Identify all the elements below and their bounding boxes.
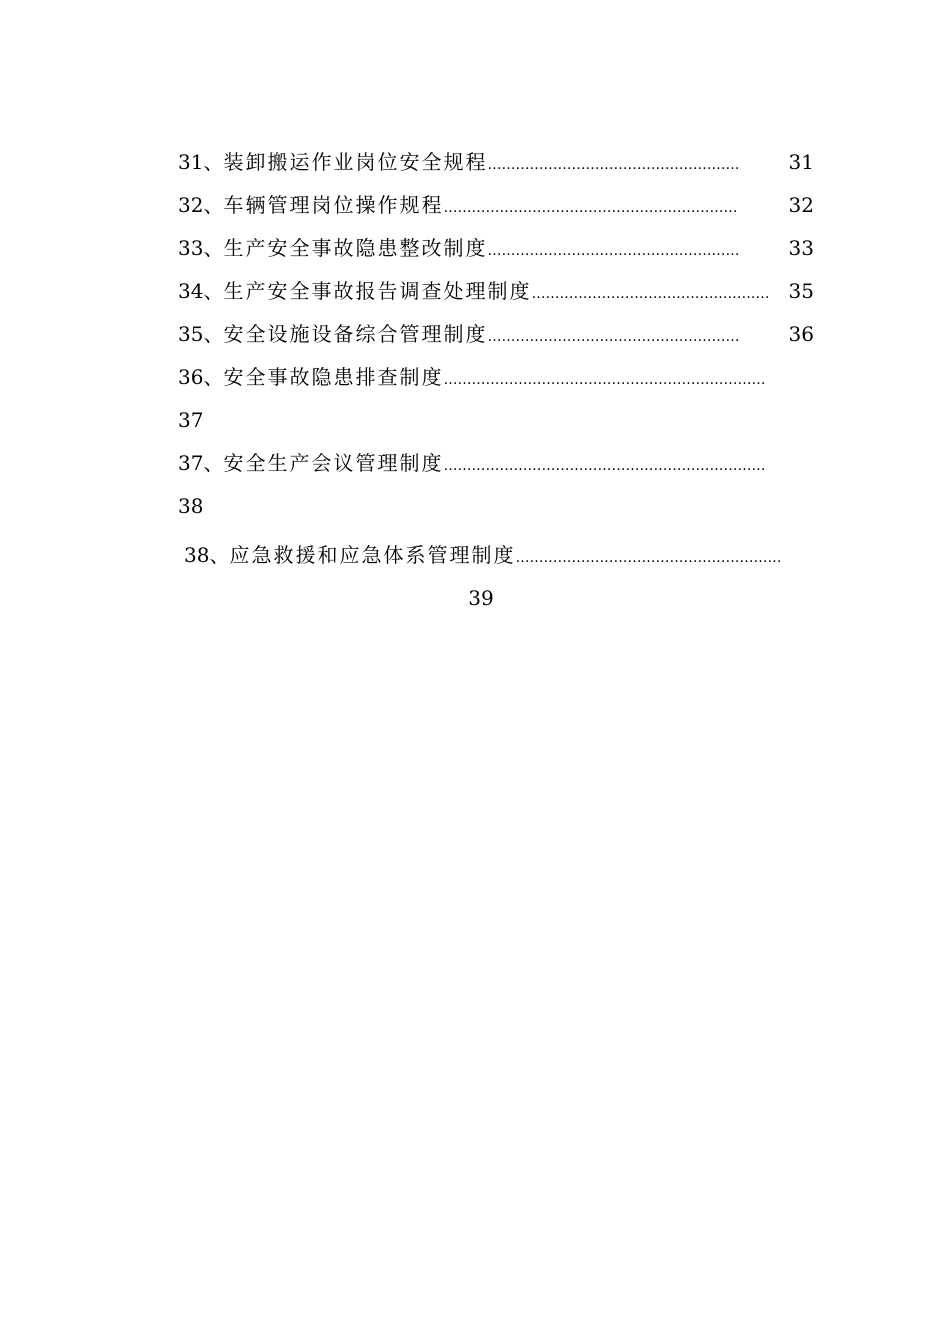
- toc-leader-dots: ……………………………………………………………: [443, 372, 766, 388]
- toc-entry-32[interactable]: [178, 187, 814, 230]
- toc-leader-dots: ………………………………………………………: [443, 200, 738, 216]
- toc-entry-number: 35、: [178, 322, 224, 346]
- toc-page-number-wrapped: 38: [178, 494, 204, 518]
- toc-entry-33[interactable]: [178, 230, 814, 273]
- toc-entry-title: 车辆管理岗位操作规程: [223, 193, 444, 217]
- toc-entry-31[interactable]: [178, 144, 814, 187]
- toc-entry-number: 31、: [178, 150, 224, 174]
- toc-entry-36[interactable]: [178, 359, 814, 402]
- toc-entry-title: 装卸搬运作业岗位安全规程: [223, 150, 488, 174]
- toc-entry-37[interactable]: [178, 445, 814, 488]
- toc-entry-35[interactable]: [178, 316, 814, 359]
- toc-entry-number: 37、: [178, 451, 224, 475]
- toc-leader-dots: ……………………………………………: [531, 286, 770, 302]
- toc-page-number: 32: [788, 193, 814, 217]
- toc-page-number-wrapped: 37: [178, 408, 204, 432]
- toc-entry-number: 33、: [178, 236, 224, 260]
- toc-entry-title: 安全事故隐患排查制度: [223, 365, 444, 389]
- toc-page-number: 31: [788, 150, 814, 174]
- toc-entry-title: 应急救援和应急体系管理制度: [229, 543, 516, 567]
- toc-entry-38[interactable]: [178, 537, 814, 580]
- toc-entry-number: 32、: [178, 193, 224, 217]
- toc-leader-dots: ……………………………………………………………: [443, 458, 766, 474]
- toc-entry-number: 38、: [184, 543, 230, 567]
- toc-page-number-wrapped: 39: [468, 586, 494, 610]
- toc-entry-number: 36、: [178, 365, 224, 389]
- toc-entry-title: 安全生产会议管理制度: [223, 451, 444, 475]
- toc-leader-dots: ………………………………………………: [487, 243, 740, 259]
- toc-leader-dots: ………………………………………………: [487, 157, 740, 173]
- toc-page-number: 36: [788, 322, 814, 346]
- toc-entry-title: 安全设施设备综合管理制度: [223, 322, 488, 346]
- toc-entry-title: 生产安全事故隐患整改制度: [223, 236, 488, 260]
- toc-entry-number: 34、: [178, 279, 224, 303]
- toc-page-number: 35: [788, 279, 814, 303]
- toc-leader-dots: …………………………………………………: [515, 550, 782, 566]
- toc-entry-34[interactable]: [178, 273, 814, 316]
- toc-page-number: 33: [788, 236, 814, 260]
- toc-leader-dots: ………………………………………………: [487, 329, 740, 345]
- toc-entry-title: 生产安全事故报告调查处理制度: [223, 279, 532, 303]
- table-of-contents: [178, 144, 814, 623]
